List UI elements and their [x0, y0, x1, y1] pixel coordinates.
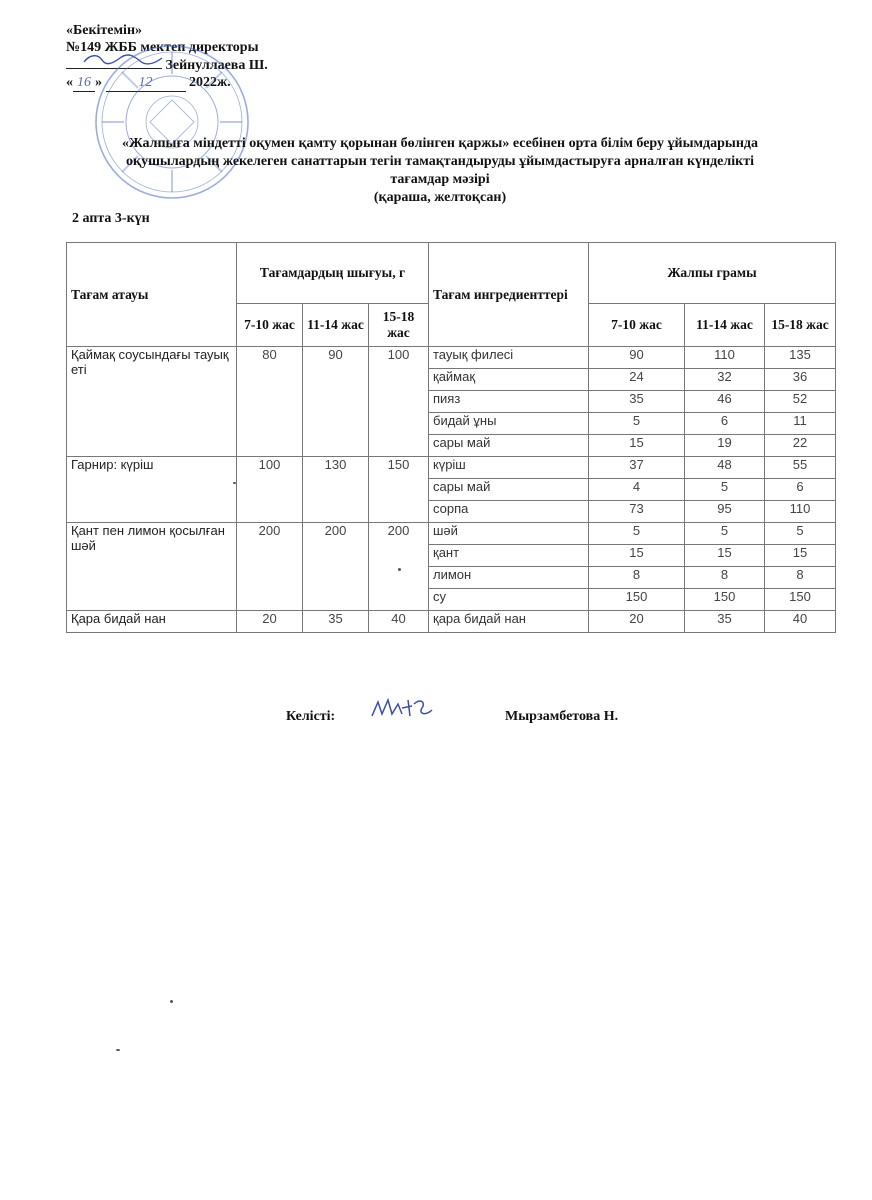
approval-title: «Бекітемін»: [66, 23, 143, 38]
ingredient-grams: 48: [685, 457, 765, 479]
ingredient-name: қара бидай нан: [429, 611, 589, 633]
dish-output: 100: [369, 347, 429, 457]
ingredient-name: су: [429, 589, 589, 611]
ingredient-grams: 15: [765, 545, 836, 567]
ingredient-grams: 35: [589, 391, 685, 413]
header-dish: Тағам атауы: [67, 243, 237, 347]
dish-output: 80: [237, 347, 303, 457]
header-output-age: 7-10 жас: [237, 304, 303, 347]
ingredient-grams: 135: [765, 347, 836, 369]
ingredient-grams: 73: [589, 501, 685, 523]
speck: [233, 482, 236, 484]
header-total-age: 11-14 жас: [685, 304, 765, 347]
ingredient-name: сары май: [429, 435, 589, 457]
director-name: Зейнуллаева Ш.: [165, 58, 268, 73]
ingredient-grams: 15: [589, 435, 685, 457]
dish-output: 200: [303, 523, 369, 611]
approval-position: №149 ЖББ мектеп директоры: [66, 40, 259, 55]
header-total-age: 7-10 жас: [589, 304, 685, 347]
header-total: Жалпы грамы: [589, 243, 836, 304]
ingredient-name: сорпа: [429, 501, 589, 523]
table-row: [67, 347, 836, 369]
header-ingredients: Тағам ингредиенттері: [429, 243, 589, 347]
dish-output: 150: [369, 457, 429, 523]
dish-output: 200: [237, 523, 303, 611]
speck: [116, 1049, 120, 1051]
week-day-label: 2 апта 3-күн: [72, 211, 150, 226]
ingredient-grams: 8: [685, 567, 765, 589]
ingredient-grams: 110: [765, 501, 836, 523]
ingredient-grams: 37: [589, 457, 685, 479]
ingredient-grams: 150: [765, 589, 836, 611]
agreed-signature-icon: [368, 694, 438, 724]
ingredient-name: қаймақ: [429, 369, 589, 391]
dish-output: 200: [369, 523, 429, 611]
ingredient-grams: 5: [589, 523, 685, 545]
table-row: [67, 523, 836, 545]
ingredient-grams: 5: [589, 413, 685, 435]
header-output-age: 11-14 жас: [303, 304, 369, 347]
dish-name: Гарнир: күріш: [67, 457, 237, 523]
table-row: [67, 457, 836, 479]
ingredient-name: тауық филесі: [429, 347, 589, 369]
dish-name: Қант пен лимон қосылған шәй: [67, 523, 237, 611]
ingredient-grams: 5: [685, 523, 765, 545]
header-output-age: 15-18 жас: [369, 304, 429, 347]
ingredient-grams: 40: [765, 611, 836, 633]
ingredient-name: шәй: [429, 523, 589, 545]
ingredient-grams: 8: [589, 567, 685, 589]
ingredient-name: күріш: [429, 457, 589, 479]
date-month: 12: [106, 74, 186, 92]
ingredient-grams: 150: [685, 589, 765, 611]
ingredient-grams: 4: [589, 479, 685, 501]
agreed-name: Мырзамбетова Н.: [505, 709, 619, 724]
ingredient-grams: 15: [589, 545, 685, 567]
ingredient-grams: 32: [685, 369, 765, 391]
ingredient-grams: 46: [685, 391, 765, 413]
ingredient-grams: 22: [765, 435, 836, 457]
menu-table: [66, 242, 836, 633]
header-output: Тағамдардың шығуы, г: [237, 243, 429, 304]
ingredient-grams: 6: [765, 479, 836, 501]
ingredient-grams: 11: [765, 413, 836, 435]
ingredient-grams: 90: [589, 347, 685, 369]
date-year: 2022ж.: [189, 75, 231, 90]
table-row: [67, 611, 836, 633]
date-day: 16: [73, 74, 95, 92]
ingredient-name: қант: [429, 545, 589, 567]
dish-output: 40: [369, 611, 429, 633]
ingredient-grams: 55: [765, 457, 836, 479]
ingredient-name: сары май: [429, 479, 589, 501]
ingredient-name: бидай ұны: [429, 413, 589, 435]
ingredient-grams: 15: [685, 545, 765, 567]
ingredient-grams: 19: [685, 435, 765, 457]
ingredient-name: пияз: [429, 391, 589, 413]
ingredient-grams: 52: [765, 391, 836, 413]
dish-output: 35: [303, 611, 369, 633]
approval-date: « 16 » 12 2022ж.: [66, 75, 231, 90]
ingredient-grams: 36: [765, 369, 836, 391]
ingredient-grams: 8: [765, 567, 836, 589]
ingredient-grams: 5: [685, 479, 765, 501]
ingredient-grams: 20: [589, 611, 685, 633]
dish-output: 100: [237, 457, 303, 523]
ingredient-grams: 24: [589, 369, 685, 391]
dish-output: 20: [237, 611, 303, 633]
dish-name: Қара бидай нан: [67, 611, 237, 633]
ingredient-name: лимон: [429, 567, 589, 589]
speck: [398, 568, 401, 571]
dish-output: 90: [303, 347, 369, 457]
ingredient-grams: 6: [685, 413, 765, 435]
dish-output: 130: [303, 457, 369, 523]
dish-name: Қаймақ соусындағы тауық еті: [67, 347, 237, 457]
header-total-age: 15-18 жас: [765, 304, 836, 347]
ingredient-grams: 5: [765, 523, 836, 545]
ingredient-grams: 150: [589, 589, 685, 611]
agreed-label: Келісті:: [286, 709, 336, 724]
ingredient-grams: 110: [685, 347, 765, 369]
ingredient-grams: 35: [685, 611, 765, 633]
speck: [170, 1000, 173, 1003]
document-title: «Жалпыға міндетті оқумен қамту қорынан бөлінген қаржы» есебінен орта білім беру ұйымдарында оқушылардың жекелеген санаттарын тегін тамақтандыруды ұйымдастыруға арналған күнделікті тағамдар мәзірі (қараша, желтоқсан): [121, 136, 758, 205]
ingredient-grams: 95: [685, 501, 765, 523]
